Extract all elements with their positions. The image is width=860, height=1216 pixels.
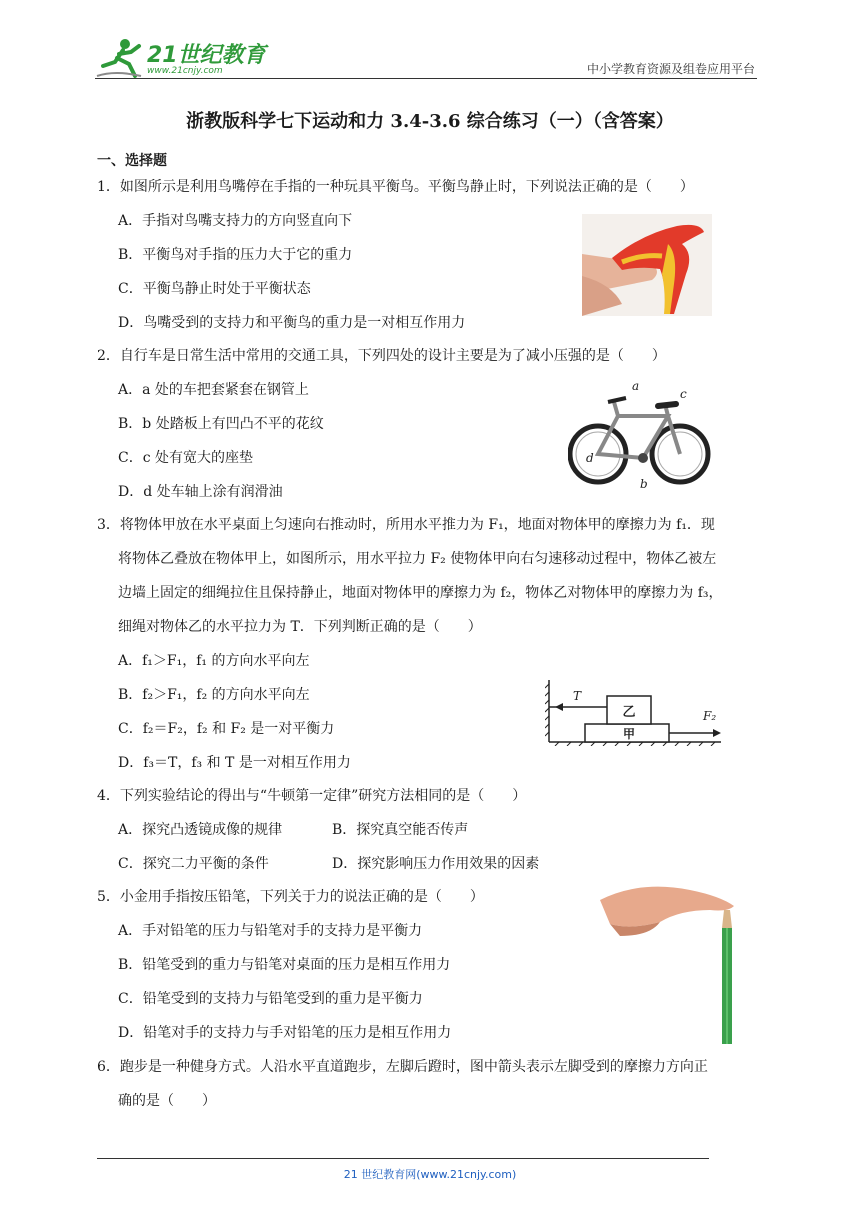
question-3-stem-line-1: 3．将物体甲放在水平桌面上匀速向右推动时，所用水平推力为 F₁，地面对物体甲的摩擦力为 f₁．现 — [97, 517, 715, 533]
q2-option-c: C．c 处有宽大的座垫 — [118, 450, 254, 466]
section-heading: 一、选择题 — [97, 153, 167, 169]
tension-label: T — [573, 689, 582, 703]
block-yi-label: 乙 — [622, 705, 636, 720]
q3-option-a: A．f₁＞F₁，f₁ 的方向水平向左 — [118, 653, 310, 669]
question-3-stem-line-2: 将物体乙叠放在物体甲上，如图所示，用水平拉力 F₂ 使物体甲向右匀速移动过程中，物体乙被左 — [118, 551, 717, 567]
runner-logo-icon — [95, 36, 145, 80]
q5-option-c: C．铅笔受到的支持力与铅笔受到的重力是平衡力 — [118, 991, 423, 1007]
header-platform-text: 中小学教育资源及组卷应用平台 — [586, 62, 755, 76]
bicycle-label-b: b — [640, 477, 648, 491]
q2-option-b: B．b 处踏板上有凹凸不平的花纹 — [118, 416, 324, 432]
bicycle-label-a: a — [632, 379, 640, 393]
page-title: 浙教版科学七下运动和力 3.4-3.6 综合练习（一）（含答案） — [186, 111, 674, 132]
q2-option-a: A．a 处的车把套紧套在钢管上 — [118, 382, 309, 398]
header-divider — [95, 78, 757, 79]
question-4-stem: 4．下列实验结论的得出与“牛顿第一定律”研究方法相同的是（ ） — [97, 788, 527, 804]
q1-option-c: C．平衡鸟静止时处于平衡状态 — [118, 281, 311, 297]
hand-pencil-image — [600, 880, 740, 1046]
q1-option-b: B．平衡鸟对手指的压力大于它的重力 — [118, 247, 353, 263]
bicycle-image — [568, 376, 713, 492]
q5-option-a: A．手对铅笔的压力与铅笔对手的支持力是平衡力 — [118, 923, 423, 939]
question-2-stem: 2．自行车是日常生活中常用的交通工具，下列四处的设计主要是为了减小压强的是（ ） — [97, 348, 666, 364]
balance-bird-image — [582, 214, 712, 316]
q5-option-b: B．铅笔受到的重力与铅笔对桌面的压力是相互作用力 — [118, 957, 451, 973]
q2-option-d: D．d 处车轴上涂有润滑油 — [118, 484, 283, 500]
friction-diagram — [545, 680, 725, 746]
footer-divider — [97, 1158, 709, 1159]
block-jia-label: 甲 — [622, 727, 636, 741]
logo-text: 21世纪教育 — [147, 43, 266, 68]
q4-option-c: C．探究二力平衡的条件 — [118, 856, 269, 872]
footer-link[interactable]: 21 世纪教育网(www.21cnjy.com) — [343, 1168, 517, 1181]
q4-option-d: D．探究影响压力作用效果的因素 — [332, 856, 540, 872]
question-3-stem-line-4: 细绳对物体乙的水平拉力为 T．下列判断正确的是（ ） — [118, 619, 482, 635]
q4-option-b: B．探究真空能否传声 — [332, 822, 469, 838]
force-f2-label: F₂ — [703, 709, 717, 723]
bicycle-label-d: d — [586, 451, 594, 465]
question-6-stem-line-2: 确的是（ ） — [118, 1093, 216, 1109]
question-5-stem: 5．小金用手指按压铅笔，下列关于力的说法正确的是（ ） — [97, 889, 484, 905]
q3-option-b: B．f₂＞F₁，f₂ 的方向水平向左 — [118, 687, 310, 703]
q1-option-a: A．手指对鸟嘴支持力的方向竖直向下 — [118, 213, 353, 229]
site-logo — [95, 36, 265, 80]
question-3-stem-line-3: 边墙上固定的细绳拉住且保持静止，地面对物体甲的摩擦力为 f₂，物体乙对物体甲的摩擦力为 f₃， — [118, 585, 723, 601]
question-1-stem: 1．如图所示是利用鸟嘴停在手指的一种玩具平衡鸟。平衡鸟静止时，下列说法正确的是（ ） — [97, 179, 694, 195]
q3-option-c: C．f₂＝F₂，f₂ 和 F₂ 是一对平衡力 — [118, 721, 335, 737]
logo-url: www.21cnjy.com — [147, 66, 223, 76]
question-6-stem-line-1: 6．跑步是一种健身方式。人沿水平直道跑步，左脚后蹬时，图中箭头表示左脚受到的摩擦力方向正 — [97, 1059, 708, 1075]
q3-option-d: D．f₃＝T，f₃ 和 T 是一对相互作用力 — [118, 755, 351, 771]
q1-option-d: D．鸟嘴受到的支持力和平衡鸟的重力是一对相互作用力 — [118, 315, 466, 331]
q4-option-a: A．探究凸透镜成像的规律 — [118, 822, 283, 838]
bicycle-label-c: c — [680, 387, 687, 401]
q5-option-d: D．铅笔对手的支持力与手对铅笔的压力是相互作用力 — [118, 1025, 452, 1041]
